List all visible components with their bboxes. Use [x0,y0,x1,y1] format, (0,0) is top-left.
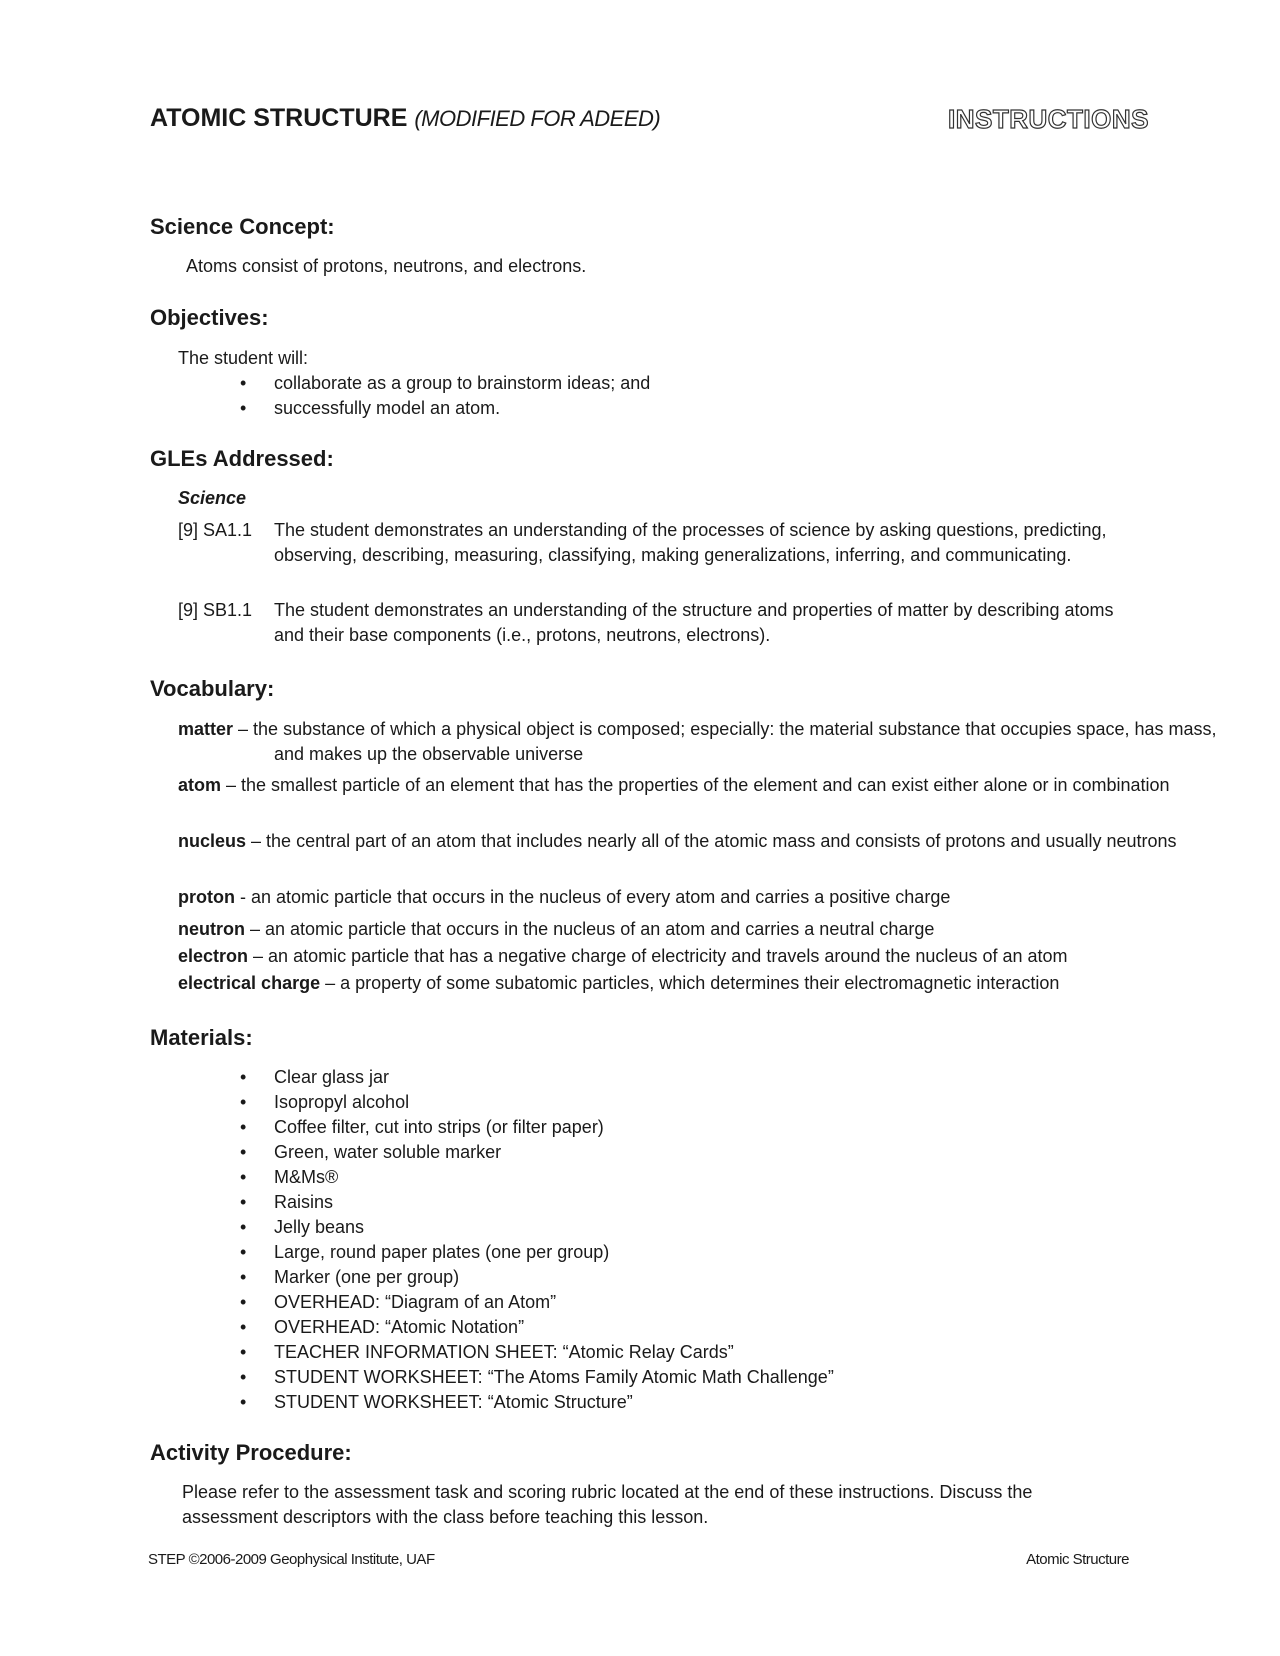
gle-item [178,598,1148,648]
vocab-item [178,717,1244,767]
material-item: • OVERHEAD: “Diagram of an Atom” [240,1290,834,1315]
title-subtitle: (MODIFIED FOR ADEED) [414,106,661,131]
vocab-item [178,829,1244,854]
material-item: • OVERHEAD: “Atomic Notation” [240,1315,834,1340]
vocab-term: nucleus [178,831,247,851]
vocab-item [178,773,1244,798]
objectives-heading: Objectives: [150,305,269,330]
vocab-item [178,885,1244,910]
material-item: • Large, round paper plates (one per group) [240,1240,834,1265]
gle-text: The student demonstrates an understanding of the structure and properties of matter by describing atoms and their base components (i.e., protons, neutrons, electrons). [274,600,1114,645]
vocab-definition: – the smallest particle of an element that has the properties of the element and can exist either alone or in combination [221,775,1170,795]
objectives-list [240,371,650,421]
vocab-item [178,917,1244,942]
science-concept-heading: Science Concept: [150,214,335,239]
materials-list [240,1065,834,1415]
objectives-intro: The student will: [178,348,309,368]
material-item: • Clear glass jar [240,1065,834,1090]
footer-doc-title: Atomic Structure [1026,1551,1129,1568]
title-main: ATOMIC STRUCTURE [150,104,408,132]
vocab-definition: – the substance of which a physical object is composed; especially: the material substance that occupies space, has mass, and makes up the observable universe [233,719,1217,764]
instructions-label: INSTRUCTIONS [948,104,1149,134]
material-item: • Coffee filter, cut into strips (or filter paper) [240,1115,834,1140]
vocab-term: electrical charge [178,973,321,993]
objective-item: • successfully model an atom. [240,396,650,421]
footer-copyright: STEP ©2006-2009 Geophysical Institute, UAF [148,1551,435,1568]
vocab-term: electron [178,946,249,966]
vocab-definition: – an atomic particle that occurs in the nucleus of an atom and carries a neutral charge [245,919,935,939]
material-item: • STUDENT WORKSHEET: “Atomic Structure” [240,1390,834,1415]
vocab-item [178,971,1244,996]
vocab-definition: - an atomic particle that occurs in the nucleus of every atom and carries a positive charge [234,887,951,907]
document-title [150,104,660,133]
activity-heading: Activity Procedure: [150,1440,352,1465]
objective-item: • collaborate as a group to brainstorm ideas; and [240,371,650,396]
materials-heading: Materials: [150,1025,253,1050]
vocabulary-heading: Vocabulary: [150,676,275,701]
gles-heading: GLEs Addressed: [150,446,334,471]
material-item: • Isopropyl alcohol [240,1090,834,1115]
vocab-definition: – an atomic particle that has a negative charge of electricity and travels around the nucleus of an atom [248,946,1068,966]
vocab-definition: – the central part of an atom that includes nearly all of the atomic mass and consists of protons and usually neutrons [246,831,1177,851]
vocab-term: matter [178,719,234,739]
vocab-term: neutron [178,919,245,939]
gle-code: [9] SA1.1 [178,520,253,540]
vocab-definition: – a property of some subatomic particles, which determines their electromagnetic interaction [320,973,1060,993]
gle-code: [9] SB1.1 [178,600,253,620]
material-item: • Raisins [240,1190,834,1215]
gle-text: The student demonstrates an understanding of the processes of science by asking questions, predicting, observing, describing, measuring, classifying, making generalizations, inferring, and communicating. [274,520,1107,565]
material-item: • TEACHER INFORMATION SHEET: “Atomic Relay Cards” [240,1340,834,1365]
material-item: • M&Ms® [240,1165,834,1190]
science-concept-text: Atoms consist of protons, neutrons, and electrons. [186,256,587,276]
vocab-term: proton [178,887,235,907]
vocab-item [178,944,1244,969]
gles-subject: Science [178,488,247,508]
gle-item [178,518,1148,568]
activity-text: Please refer to the assessment task and scoring rubric located at the end of these instructions. Discuss the assessment descriptors with the class before teaching this lesson. [182,1482,1033,1527]
material-item: • STUDENT WORKSHEET: “The Atoms Family Atomic Math Challenge” [240,1365,834,1390]
material-item: • Marker (one per group) [240,1265,834,1290]
material-item: • Jelly beans [240,1215,834,1240]
vocab-term: atom [178,775,222,795]
material-item: • Green, water soluble marker [240,1140,834,1165]
